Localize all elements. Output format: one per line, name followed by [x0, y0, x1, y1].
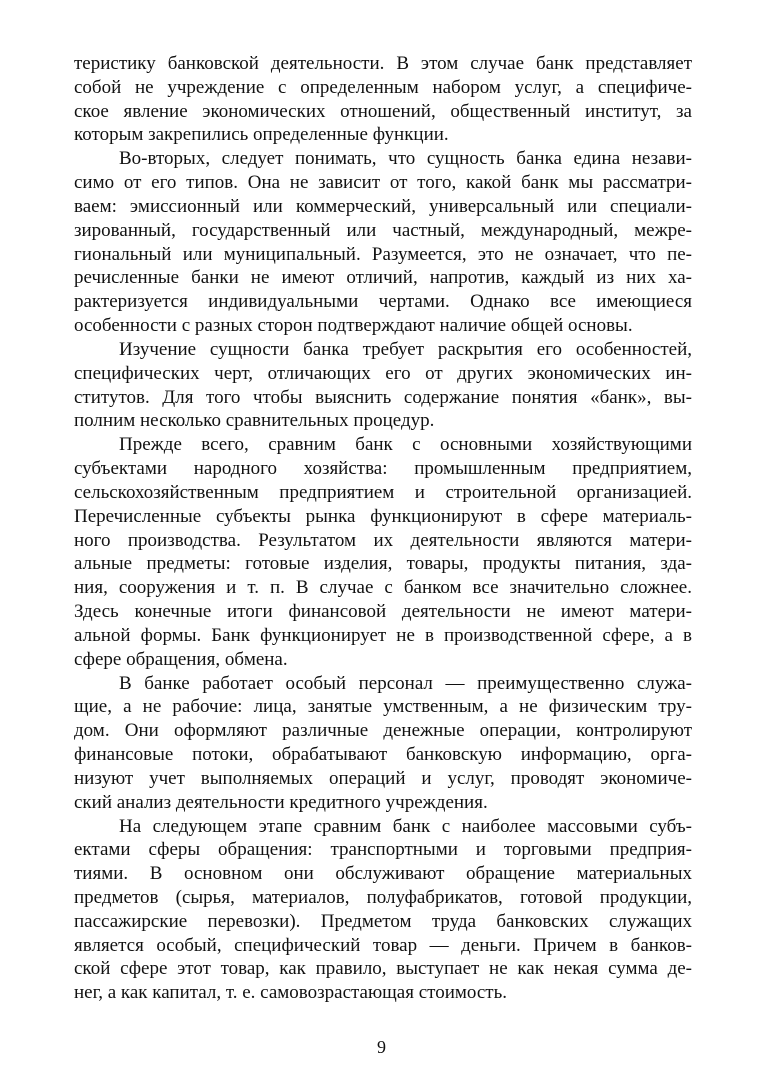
paragraph: [74, 815, 692, 1006]
text-line: ваем: эмиссионный или коммерческий, универсальный или специали-: [74, 195, 692, 217]
text-line: является особый, специфический товар — деньги. Причем в банков-: [74, 934, 692, 956]
text-line: специфических черт, отличающих его от других экономических ин-: [74, 362, 692, 384]
text-line: Здесь конечные итоги финансовой деятельности не имеют матери-: [74, 601, 692, 623]
text-line: Изучение сущности банка требует раскрытия его особенностей,: [119, 338, 692, 360]
text-line: ский анализ деятельности кредитного учреждения.: [74, 791, 488, 813]
text-line: ститутов. Для того чтобы выяснить содержание понятия «банк», вы-: [74, 386, 692, 408]
text-line: В банке работает особый персонал — преимущественно служа-: [119, 672, 692, 694]
text-line: низуют учет выполняемых операций и услуг, проводят экономиче-: [74, 767, 692, 789]
paragraph: [74, 147, 692, 338]
text-line: гиональный или муниципальный. Разумеется, это не означает, что пе-: [74, 243, 692, 265]
text-line: которым закрепились определенные функции.: [74, 124, 449, 146]
text-line: Перечисленные субъекты рынка функционируют в сфере материаль-: [74, 505, 692, 527]
text-line: речисленные банки не имеют отличий, напротив, каждый из них ха-: [74, 267, 692, 289]
text-line: ного производства. Результатом их деятельности являются матери-: [74, 529, 692, 551]
text-line: дом. Они оформляют различные денежные операции, контролируют: [74, 720, 692, 742]
text-line: полним несколько сравнительных процедур.: [74, 410, 435, 432]
text-line: Прежде всего, сравним банк с основными хозяйствующими: [119, 434, 692, 456]
text-line: собой не учреждение с определенным набором услуг, а специфиче-: [74, 76, 692, 98]
text-line: сельскохозяйственным предприятием и строительной организацией.: [74, 481, 692, 503]
text-line: сфере обращения, обмена.: [74, 648, 288, 670]
text-line: зированный, государственный или частный, международный, межре-: [74, 219, 692, 241]
text-line: рактеризуется индивидуальными чертами. Однако все имеющиеся: [74, 291, 692, 313]
page-number: 9: [377, 1037, 386, 1057]
text-line: ектами сферы обращения: транспортными и торговыми предприя-: [74, 839, 692, 861]
paragraph: [74, 338, 692, 433]
text-line: особенности с разных сторон подтверждают наличие общей основы.: [74, 315, 633, 337]
body-text: [74, 52, 692, 1005]
text-line: предметов (сырья, материалов, полуфабрикатов, готовой продукции,: [74, 886, 692, 908]
text-line: тиями. В основном они обслуживают обращение материальных: [74, 863, 692, 885]
text-line: симо от его типов. Она не зависит от того, какой банк мы рассматри-: [74, 172, 692, 194]
text-line: альные предметы: готовые изделия, товары, продукты питания, зда-: [74, 553, 692, 575]
text-line: щие, а не рабочие: лица, занятые умственным, а не физическим тру-: [74, 696, 692, 718]
text-line: ния, сооружения и т. п. В случае с банком все значительно сложнее.: [74, 577, 692, 599]
text-line: Во-вторых, следует понимать, что сущность банка едина незави-: [119, 148, 692, 170]
text-line: финансовые потоки, обрабатывают банковскую информацию, орга-: [74, 744, 692, 766]
text-line: нег, а как капитал, т. е. самовозрастающая стоимость.: [74, 982, 508, 1004]
text-line: альной формы. Банк функционирует не в производственной сфере, а в: [74, 624, 692, 646]
text-line: ское явление экономических отношений, общественный институт, за: [74, 100, 692, 122]
text-line: субъектами народного хозяйства: промышленным предприятием,: [74, 458, 692, 480]
text-line: ской сфере этот товар, как правило, выступает не как некая сумма де-: [74, 958, 692, 980]
text-line: На следующем этапе сравним банк с наиболее массовыми субъ-: [119, 815, 692, 837]
paragraph: [74, 433, 692, 671]
paragraph: [74, 52, 692, 147]
text-line: пассажирские перевозки). Предметом труда банковских служащих: [74, 910, 692, 932]
text-line: теристику банковской деятельности. В этом случае банк представляет: [74, 53, 692, 74]
paragraph: [74, 672, 692, 815]
